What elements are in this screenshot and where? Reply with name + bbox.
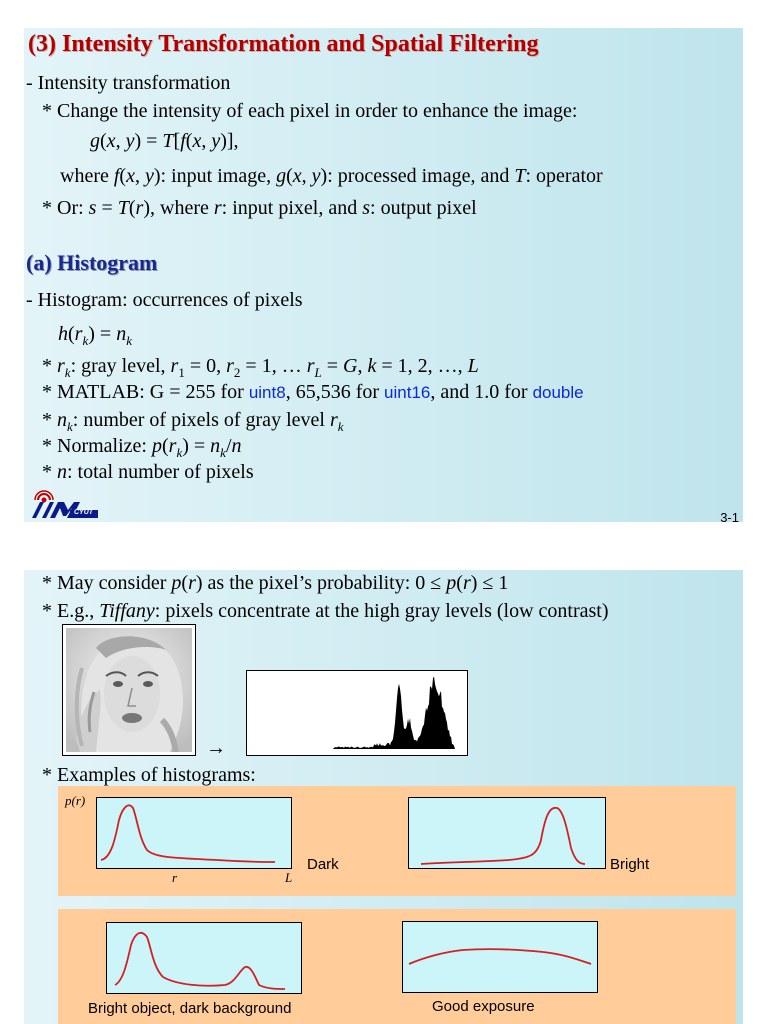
code-uint8: uint8 — [248, 383, 286, 402]
tiffany-image — [66, 628, 192, 752]
bullet-intensity-transformation: - Intensity transformation — [26, 72, 231, 94]
slide-1 — [24, 28, 743, 525]
curve-good-exposure — [403, 922, 597, 992]
university-logo — [30, 486, 100, 520]
label-bright-object: Bright object, dark background — [88, 1000, 292, 1017]
bullet-change-intensity: * Change the intensity of each pixel in order to enhance the image: — [42, 100, 578, 122]
code-uint16: uint16 — [384, 383, 431, 402]
equation-transform: g(x, y) = T[f(x, y)], — [90, 130, 239, 152]
axis-label-y — [65, 793, 85, 809]
matlab-post: , and 1.0 for — [430, 381, 533, 403]
bullet-examples: * Examples of histograms: — [42, 764, 256, 786]
bullet-tiffany: * E.g., Tiffany: pixels concentrate at the high gray levels (low contrast) — [42, 600, 609, 622]
code-double: double — [532, 383, 584, 402]
axis-label-x: r — [172, 870, 178, 885]
axis-y-text: p(r) — [65, 793, 86, 808]
curve-dark — [97, 798, 291, 868]
label-bright: Bright — [610, 856, 650, 873]
bullet-probability: * May consider p(r) as the pixel’s probability: 0 ≤ p(r) ≤ 1 — [42, 572, 509, 594]
histogram-good-exposure — [402, 921, 598, 993]
label-good-exposure: Good exposure — [432, 998, 535, 1015]
bullet-matlab — [42, 380, 584, 405]
logo-text: CYUT — [74, 509, 94, 516]
histogram-bright — [408, 797, 606, 869]
slide-title: (3) Intensity Transformation and Spatial Filtering — [28, 31, 539, 57]
bullet-nk: * $n_k$: number of pixels of gray level $r_k$ — [42, 409, 344, 434]
arrow-to-histogram: → — [206, 737, 226, 759]
tiffany-histogram — [253, 675, 459, 749]
slide-2 — [24, 570, 743, 1024]
tiffany-histogram-bars — [253, 676, 459, 749]
bullet-normalize: * Normalize: $p(r_k) = n_k/n$ — [42, 435, 242, 460]
bullet-gray-level: * $r_k$: gray level, $r_1 = 0$, $r_2 = 1$, … $r_L = G$, k = 1, 2, …, L — [42, 355, 479, 380]
bullet-where: where f(x, y): input image, g(x, y): processed image, and T: operator — [60, 165, 603, 187]
section-heading: (a) Histogram — [26, 250, 158, 275]
page-number: 3-1 — [720, 510, 739, 525]
curve-bright — [409, 798, 605, 868]
tiffany-histogram-frame — [246, 670, 468, 756]
bullet-or: * Or: s = T(r), where r: input pixel, and s: output pixel — [42, 197, 477, 219]
histogram-dark — [96, 797, 292, 869]
matlab-pre: * MATLAB: G = 255 for — [42, 381, 249, 403]
bullet-total: * n: total number of pixels — [42, 461, 254, 483]
equation-histogram: $h(r_k) = n_k$ — [58, 323, 132, 348]
label-dark: Dark — [307, 856, 339, 873]
matlab-mid: , 65,536 for — [285, 381, 385, 403]
bullet-histogram: - Histogram: occurrences of pixels — [26, 289, 303, 311]
histogram-bright-object — [106, 922, 302, 994]
curve-bright-object — [107, 923, 301, 993]
axis-label-x-end: L — [285, 870, 293, 885]
tiffany-image-frame — [62, 624, 196, 756]
